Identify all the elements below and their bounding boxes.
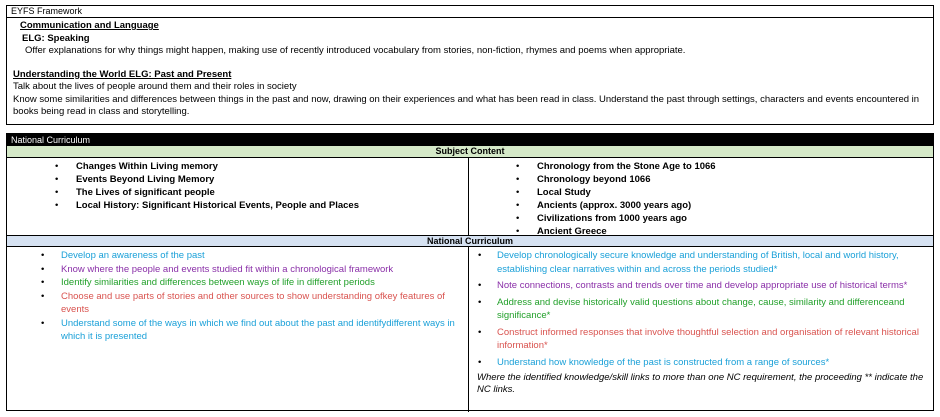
curriculum-left xyxy=(7,247,469,412)
list-item: • Civilizations from 1000 years ago xyxy=(469,212,933,225)
list-item: • Local Study xyxy=(469,186,933,199)
list-item: • Ancient Greece xyxy=(469,225,933,238)
eyfs-header: EYFS Framework xyxy=(7,6,933,18)
list-item: • Ancients (approx. 3000 years ago) xyxy=(469,199,933,212)
list-item: • Understand some of the ways in which we find out about the past and identifydifferent ways in which it is presented xyxy=(7,317,468,344)
list-item: • Identify similarities and differences between ways of life in different periods xyxy=(7,276,468,290)
utw-line-1: Talk about the lives of people around them and their roles in society xyxy=(13,81,297,92)
nc-header: National Curriculum xyxy=(7,134,933,146)
subject-content-left xyxy=(7,158,469,235)
list-item: • Events Beyond Living Memory xyxy=(7,173,468,186)
list-item: • Develop chronologically secure knowledge and understanding of British, local and world history, establishing clear narratives within and across the periods studied* xyxy=(469,249,933,276)
utw-line-2: Know some similarities and differences between things in the past and now, drawing on their experiences and what has been read in class. Understand the past through settings, characters and events encountered in books being read in class and storytelling. xyxy=(13,93,920,117)
curriculum-row xyxy=(7,247,933,412)
speaking-text: Offer explanations for why things might happen, making use of recently introduced vocabulary from stories, non-fiction, rhymes and poems when appropriate. xyxy=(25,45,686,56)
elg-speaking-title: ELG: Speaking xyxy=(22,32,90,44)
list-item: • Develop an awareness of the past xyxy=(7,249,468,263)
list-item: • Chronology from the Stone Age to 1066 xyxy=(469,160,933,173)
list-item: • Construct informed responses that involve thoughtful selection and organisation of relevant historical information* xyxy=(469,326,933,353)
list-item: • Chronology beyond 1066 xyxy=(469,173,933,186)
subject-content-band: Subject Content xyxy=(7,146,933,158)
nc-links-note: Where the identified knowledge/skill links to more than one NC requirement, the proceeding ** indicate the NC links. xyxy=(477,372,924,395)
list-item: • Local History: Significant Historical Events, People and Places xyxy=(7,199,468,212)
list-item: • The Lives of significant people xyxy=(7,186,468,199)
subject-content-row xyxy=(7,158,933,235)
utw-title: Understanding the World ELG: Past and Present xyxy=(13,68,232,80)
list-item: • Know where the people and events studied fit within a chronological framework xyxy=(7,263,468,277)
eyfs-framework-box xyxy=(6,5,934,125)
curriculum-right xyxy=(469,247,933,412)
list-item: • Changes Within Living memory xyxy=(7,160,468,173)
eyfs-body xyxy=(7,18,933,119)
list-item: • Address and devise historically valid questions about change, cause, similarity and differenceand significance* xyxy=(469,296,933,323)
list-item: • Choose and use parts of stories and other sources to show understanding ofkey features of events xyxy=(7,290,468,317)
national-curriculum-box xyxy=(6,133,934,411)
communication-title: Communication and Language xyxy=(20,20,159,31)
list-item: • Understand how knowledge of the past is constructed from a range of sources* xyxy=(469,356,933,370)
curriculum-band: National Curriculum xyxy=(7,235,933,247)
list-item: • Note connections, contrasts and trends over time and develop appropriate use of historical terms* xyxy=(469,279,933,293)
subject-content-right xyxy=(469,158,933,235)
